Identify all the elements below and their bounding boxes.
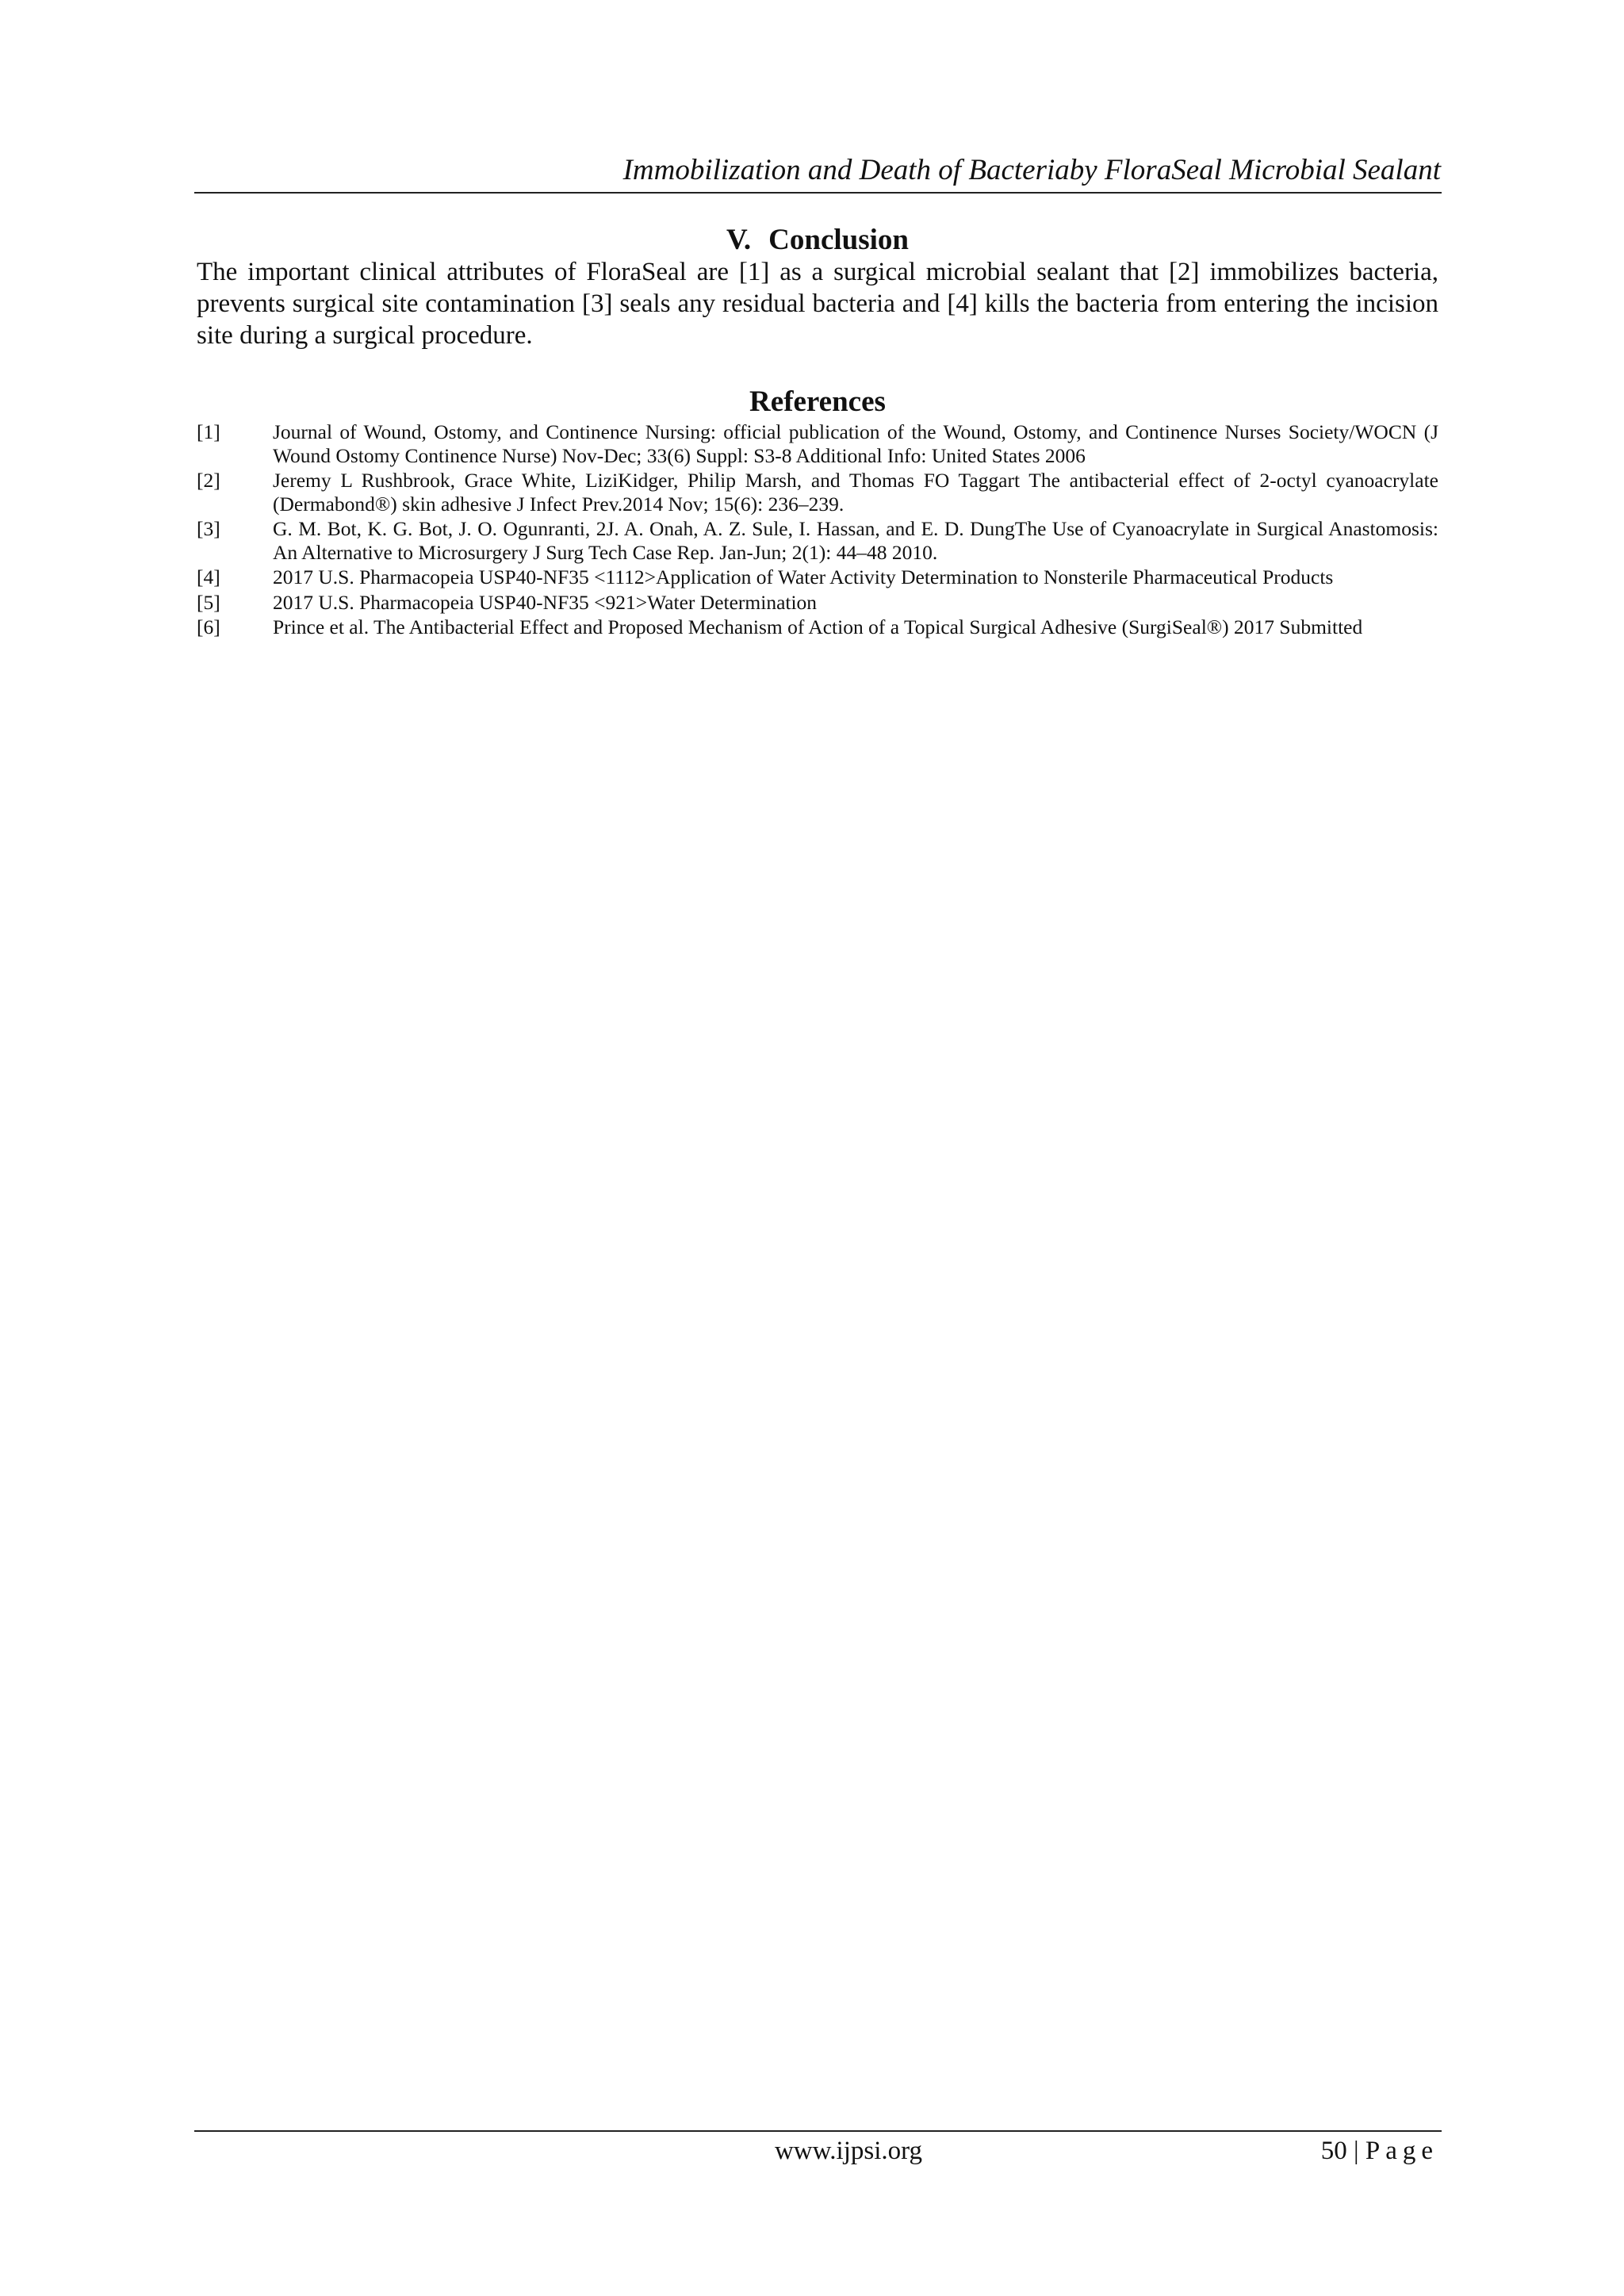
reference-text: Journal of Wound, Ostomy, and Continence Nursing: official publication of the Wound, Ostomy, and Continence Nurses Society/WOCN (J Wound Ostomy Continence Nurse) Nov-Dec; 33(6) Suppl: S3-8 Additional Info: United States 2006 (273, 420, 1438, 467)
conclusion-section-number: V. (726, 224, 752, 256)
reference-number: [4] (197, 565, 220, 588)
reference-number: [1] (197, 420, 220, 443)
reference-text: 2017 U.S. Pharmacopeia USP40-NF35 <1112>Application of Water Activity Determination to Nonsterile Pharmaceutical Products (273, 565, 1334, 588)
conclusion-title: Conclusion (768, 224, 910, 256)
page-label: Page (1365, 2137, 1438, 2165)
reference-number: [3] (197, 517, 220, 540)
reference-text: Prince et al. The Antibacterial Effect and Proposed Mechanism of Action of a Topical Surgical Adhesive (SurgiSeal®) 2017 Submitted (273, 615, 1363, 638)
conclusion-heading (194, 222, 1441, 259)
reference-item (197, 615, 1438, 639)
reference-item (197, 420, 1438, 467)
reference-list (197, 420, 1438, 641)
reference-number: [5] (197, 590, 220, 614)
reference-number: [6] (197, 615, 220, 638)
reference-item (197, 591, 1438, 615)
reference-number: [2] (197, 469, 220, 492)
page-separator: | (1353, 2137, 1359, 2165)
conclusion-body: The important clinical attributes of FloraSeal are [1] as a surgical microbial sealant that [2] immobilizes bacteria, prevents surgical site contamination [3] seals any residual bacteria and [4] kills the bacteria from entering the incision site during a surgical procedure. (197, 258, 1438, 350)
footer-page-number (1321, 2133, 1438, 2168)
reference-item (197, 469, 1438, 516)
page-number: 50 (1320, 2137, 1347, 2165)
reference-item (197, 517, 1438, 564)
references-heading: References (749, 385, 886, 418)
reference-item (197, 565, 1438, 589)
reference-text: 2017 U.S. Pharmacopeia USP40-NF35 <921>Water Determination (273, 590, 818, 614)
reference-text: G. M. Bot, K. G. Bot, J. O. Ogunranti, 2J. A. Onah, A. Z. Sule, I. Hassan, and E. D. DungThe Use of Cyanoacrylate in Surgical Anastomosis: An Alternative to Microsurgery J Surg Tech Case Rep. Jan-Jun; 2(1): 44–48 2010. (273, 517, 1438, 564)
reference-text: Jeremy L Rushbrook, Grace White, LiziKidger, Philip Marsh, and Thomas FO Taggart The antibacterial effect of 2-octyl cyanoacrylate (Dermabond®) skin adhesive J Infect Prev.2014 Nov; 15(6): 236–239. (273, 469, 1438, 516)
header-rule (194, 192, 1442, 194)
running-header: Immobilization and Death of Bacteriaby FloraSeal Microbial Sealant (622, 154, 1441, 186)
footer-url: www.ijpsi.org (774, 2137, 923, 2165)
footer-rule (194, 2130, 1442, 2132)
